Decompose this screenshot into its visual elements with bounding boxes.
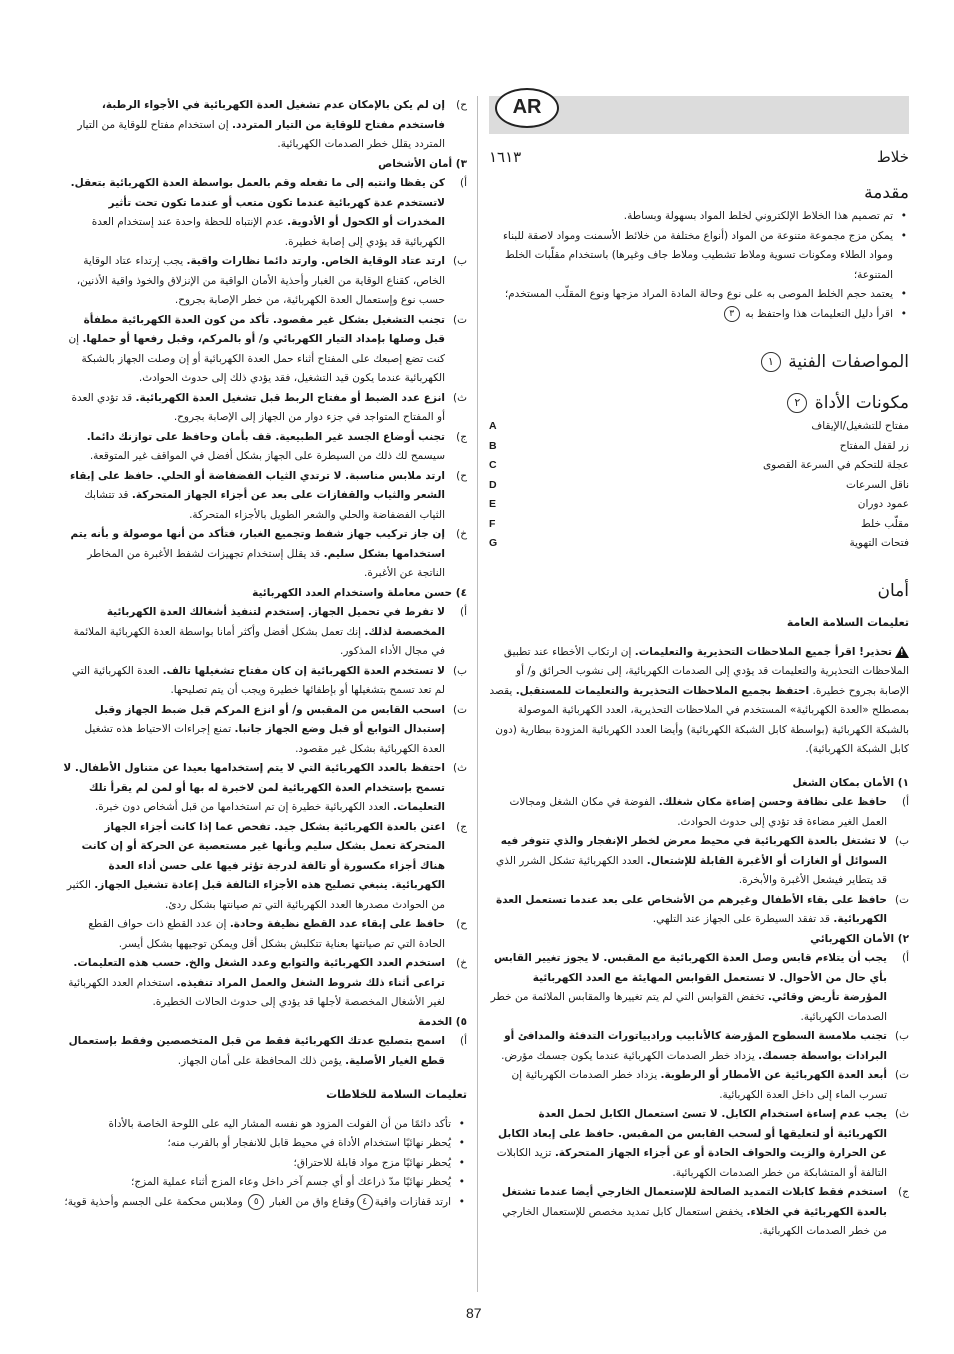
mixer-safety-item: • تأكد دائمًا من أن الفولت المزود هو نفسه المشار اليه على اللوحة الخاصة بالأداة — [62, 1115, 467, 1135]
product-model: ١٦١٣ — [489, 148, 522, 166]
rcd-item: ح) إن لم يكن بالإمكان عدم تشغيل العدة الكهربائية في الأجواء الرطبة، فاستخدم مفتاح للوقاية من التيار المتردد. إن استخدام مفتاح للوقاية من التيار المتردد يقلل خطر الصدمات الكهربائية. — [77, 99, 467, 150]
workplace-item: ب) لا تشتغل بالعدة الكهربائية في محيط معرض لخطر الإنفجار والذي تتوفر فيه السوائل أو الغازات أو الأغبرة القابلة للإشتعال. العدد الكهربائية تشكل الشرر الذي قد يتطاير فيشعل الأغبرة والأبخرة. — [496, 835, 909, 886]
mixer-safety-item: • يُحظر نهائيًا مزج مواد قابلة للاحتراق؛ — [62, 1154, 467, 1174]
tool-item: أ) لا تفرط في تحميل الجهاز. إستخدم لتنفيذ أشغالك العدة الكهربائية المخصصة لذلك. إنك تعمل بشكل أفضل وأكثر أمانا بواسطة العدة الكهربائية الملائمة في مجال الأداء المذكور. — [73, 606, 467, 657]
component-row: ناقل السرعات D — [489, 478, 909, 491]
mixer-safety-item: • يُحظر نهائيًا استخدام الأداة في محيط قابل للانفجار أو بالقرب منه؛ — [62, 1134, 467, 1154]
tool-item: ج) اعتن بالعدة الكهربائية بشكل جيد. تفحص عما إذا كانت أجزاء الجهاز المتحركة تعمل بشكل سليم وبأنها غير مستعصية عن الحركة أو إن كانت هناك أجزاء مكسورة أو تالفة لدرجة تؤثر فيها على حسن أداء العدة الكهربائية. ينبغي تصليح هذه الأجزاء التالفة قبل إعادة تشغيل الجهاز. الكثير من الحوادث مصدرها العدد الكهربائية التي تم صيانتها بشكل ردئ. — [66, 820, 467, 911]
component-row: مفتاح للتشغيل/الإيقاف A — [489, 420, 909, 432]
electrical-heading: ٢) الأمان الكهربائي — [810, 932, 909, 945]
right-column — [489, 96, 909, 1242]
warning-paragraph: !تحذير! اقرأ جميع الملاحظات التحذيرية والتعليمات. إن ارتكاب الأخطاء عند تطبيق الملاحظات التحذيرية والتعليمات قد يؤدي إلى الصدمات الكهربائية، إلى نشوب الحرائق و/ أو الإصابة بجروح خطيرة. احتفظ بجميع الملاحظات التحذيرية والتعليمات للمستقبل. يقصد بمصطلح «العدة الكهربائية» المستخدم في الملاحظات التحذيرية، العدد الكهربائية الموصولة بالشبكة الكهربائية (بواسطة كابل الشبكة الكهربائية) وأيضا العدد الكهربائية المزودة ببطارية (دون كابل الشبكة الكهربائية). — [489, 643, 909, 760]
intro-item: • يعتمد حجم الخلط الموصى به على نوع وحالة المادة المراد مزجها ونوع المقلّب المستخدم؛ — [489, 285, 909, 305]
component-row: عمود دوران E — [489, 498, 909, 510]
header-bar — [489, 96, 909, 134]
page-number: 87 — [466, 1305, 482, 1321]
components-list — [489, 417, 909, 554]
tool-item: ح) حافظ على إبقاء عدد القطع نظيفة وحادة. إن عدد القطع ذات حواف القطع الحادة التي تم صيانتها بعناية تتكلبش بشكل أقل ويمكن توجيهها بشكل أيسر. — [88, 918, 467, 950]
figure-ref-icon: ٥ — [248, 1194, 264, 1210]
service-heading: ٥) الخدمة — [418, 1015, 467, 1028]
language-badge: AR — [495, 88, 559, 128]
product-name: خلاط — [876, 148, 909, 166]
electrical-item: ث) يجب عدم إساءة استخدام الكابل. لا تسئ استعمال الكابل لحمل العدة الكهربائية أو لتعليقها أو لسحب القابس من المقبس. حافظ على إبعاد الكابل عن الحرارة والزيت والحواف الحادة أو عن أجزاء الجهاز المتحركة. تزيد الكابلات التالفة أو المتشابكة من خطر الصدمات الكهربائية. — [496, 1108, 909, 1179]
personal-item: ث) انزع عدد الضبط أو مفتاح الربط قبل تشغيل العدة الكهربائية. قد تؤدي العدة أو المفتاح المتواجد في جزء دوار من الجهاز إلى الإصابة بجروح. — [71, 391, 467, 423]
column-divider — [477, 96, 478, 1292]
component-row: زر لقفل المفتاح B — [489, 439, 909, 452]
workplace-item: أ) حافظ على نظافة وحسن إضاءة مكان شغلك. الفوضة في مكان الشغل ومجالات العمل الغير مضاءة قد تؤدي إلى حدوث الحوادث. — [509, 796, 909, 828]
warning-icon — [895, 646, 909, 658]
mixer-safety-item: • ارتد قفازات واقية٤وقناع واق من الغبار ٥ وملابس محكمة على الجسم وأحذية قوية؛ — [62, 1193, 467, 1213]
figure-ref-icon: ٢ — [787, 393, 807, 413]
workplace-heading: ١) الأمان بمكان الشغل — [792, 776, 909, 789]
general-safety-heading: تعليمات السلامة العامة — [786, 616, 909, 629]
mixer-safety-list — [62, 1115, 467, 1213]
electrical-item: ب) تجنب ملامسة السطوح المؤرضة كالأنابيب وراديياتورات التدفئة والمدافئ أو البرادات بواسطة جسمك. يزداد خطر الصدمات الكهربائية عندما يكون جسمك مؤرض. — [501, 1030, 909, 1062]
mixer-safety-item: • يُحظر نهائيًا مدّ ذراعك أو أي جسم آخر داخل وعاء المزج أثناء عملية المزج؛ — [62, 1173, 467, 1193]
tool-item: ب) لا تستخدم العدة الكهربائية إن كان مفتاح تشغيلها تالف. العدة الكهربائية التي لم تعد تسمح بتشغيلها أو بإطفائها خطيرة ويجب أن يتم تصليحها. — [71, 664, 467, 696]
tool-use-heading: ٤) حسن معاملة واستخدام العدد الكهربائية — [252, 586, 467, 599]
intro-list — [489, 207, 909, 324]
personal-safety-heading: ٣) أمان الأشخاص — [378, 157, 467, 170]
intro-item: • اقرأ دليل التعليمات هذا واحتفظ به ٣ — [489, 305, 909, 325]
personal-item: ج) تجنب أوضاع الجسد غير الطبيعية. قف بأمان وحافظ على توازنك دائما. سيسمح لك ذلك من السيطرة على الجهاز بشكل أفضل في المواقف غير المتوقعة. — [86, 430, 467, 462]
tool-item: ث) احتفظ بالعدد الكهربائية التي لا يتم إستخدامها بعيدا عن متناول الأطفال. لا تسمح بإستخدام العدة الكهربائية لمن لاخبرة له بها أو لمن لم يقرأ تلك التعليمات. العدد الكهربائية خطيرة إن تم استخدامها من قبل أشخاص دون خبرة. — [63, 762, 467, 813]
personal-item: ح) ارتد ملابس مناسبة. لا ترتدي الثياب الفضفاضة أو الحلي. حافظ على إبقاء الشعر والثياب والقفازات على بعد عن أجزاء الجهاز المتحركة. قد تتشابك الثياب الفضفاضة والحلي والشعر الطويل بالأجزاء المتحركة. — [69, 469, 467, 521]
component-row: فتحات التهوية G — [489, 537, 909, 549]
intro-item: • يمكن مزج مجموعة متنوعة من المواد (أنواع مختلفة من خلائط الأسمنت ومواد لاصقة للبناء ومواد الطلاء ومكونات تسوية وملاط تشطيب وملاط جاف وغيرها) باستخدام مقلّبات الخلط المتنوعة؛ — [489, 227, 909, 286]
component-row: عجلة للتحكم في السرعة القصوى C — [489, 459, 909, 471]
tool-item: ت) اسحب القابس من المقبس و/ أو انزع المركم قبل ضبط الجهاز وقبل إستبدال التوابع أو قبل وضع الجهاز جانبا. تمنع إجراءات الاحتياط هذه تشغيل العدة الكهربائية بشكل غير مقصود. — [84, 703, 467, 755]
intro-item: • تم تصميم هذا الخلاط الإلكتروني لخلط المواد بسهولة وبساطة. — [489, 207, 909, 227]
tool-item: خ) استخدم العدد الكهربائية والتوابع وعدد الشغل والخ. حسب هذه التعليمات. تراعى أثناء ذلك شروط الشغل والعمل المراد تنفيذه. استخدام العدد الكهربائية لغير الأشغال المخصصة لأجلها قد يؤدي إلى حدوث الحالات الخطيرة. — [68, 957, 467, 1008]
personal-item: ت) تجنب التشغيل بشكل غير مقصود. تأكد من كون العدة الكهربائية مطفأة قبل وصلها بإمداد التيار الكهربائي و/ أو بالمركم، وقبل رفعها أو حملها. إن كنت تضع إصبعك على المفتاح أثناء حمل العدة الكهربائية أو إن وصلت الجهاز بالشبكة الكهربائية عندما يكون قيد التشغيل، فقد يؤدي ذلك إلى حدوث الحوادث. — [68, 313, 467, 384]
personal-item: أ) كن يقظا وانتبه إلى ما تفعله وقم بالعمل بواسطة العدة الكهربائية بتعقل. لاتستخدم عدة كهربائية عندما تكون متعب أو عندما تكون تحت تأثير المخدرات أو الكحول أو الأدوية. عدم الإنتباه للحظة واحدة عند إستخدام العدة الكهربائية قد يؤدي إلى إصابة خطيرة. — [70, 177, 467, 248]
intro-heading: مقدمة — [864, 182, 909, 203]
electrical-item: ت) أبعد العدة الكهربائية عن الأمطار أو الرطوبة. يزداد خطر الصدمات الكهربائية إن تسرب الماء إلى داخل العدة الكهربائية. — [511, 1069, 909, 1101]
specs-heading: المواصفات الفنية ١ — [489, 352, 909, 373]
electrical-item: أ) يجب أن يتلاءم قابس وصل العدة الكهربائية مع المقبس. لا يجوز تغيير القابس بأي حال من الأحوال. لا تستعمل القوابس المهايئة مع العدد الكهربائية المؤرضة تأريض وقائي. تخفض القوابس التي لم يتم تغييرها والمقابس الملائمة من خطر الصدمات الكهربائية. — [490, 952, 909, 1023]
left-column — [62, 96, 467, 1212]
personal-item: خ) إن جاز تركيب جهاز شفط وتجميع الغبار، فتأكد من أنها موصولة و بأنه يتم استخدامها بشكل سليم. قد يقلل إستخدام تجهيزات لشفط الأغبرة من المخاطر الناتجة عن الأغبرة. — [70, 528, 467, 579]
figure-ref-icon: ١ — [761, 352, 781, 372]
component-row: مقلّب خلط F — [489, 517, 909, 530]
figure-ref-icon: ٤ — [357, 1194, 373, 1210]
workplace-item: ت) حافظ على بقاء الأطفال وغيرهم من الأشخاص على بعد عندما تستعمل العدة الكهربائية. قد تفقد السيطرة على الجهاز عند التلهي. — [496, 893, 909, 925]
figure-ref-icon: ٣ — [724, 306, 740, 322]
product-title-row — [489, 148, 909, 168]
mixer-safety-heading: تعليمات السلامة للخلاطات — [326, 1088, 467, 1101]
personal-item: ب) ارتد عتاد الوقاية الخاص. وارتد دائما نظارات واقية. يجب إرتداء عتاد الوقاية الخاص، كقناع الوقاية من الغبار وأحذية الأمان الواقية من الإنزلاق والخوذ واقية الأذنين، حسب نوع وإستعمال العدة الكهربائية، من خطر الإصابة بجروح. — [76, 255, 467, 306]
components-heading: مكونات الأداة ٢ — [489, 393, 909, 414]
service-item: أ) اسمح بتصليح عدتك الكهربائية فقط من قبل المتخصصين وفقط بإستعمال قطع الغيار الأصلية. يؤمن ذلك المحافظة على أمان الجهاز. — [68, 1035, 467, 1067]
safety-heading: أمان — [877, 580, 909, 601]
electrical-item: ج) استخدم فقط كابلات التمديد الصالحة للإستعمال الخارجي أيضا عندما تشتغل بالعدة الكهربائية في الخلاء. يخفض استعمال كابل تمديد مخصص للإستعمال الخارجي من خطر الصدمات الكهربائية. — [501, 1186, 909, 1237]
